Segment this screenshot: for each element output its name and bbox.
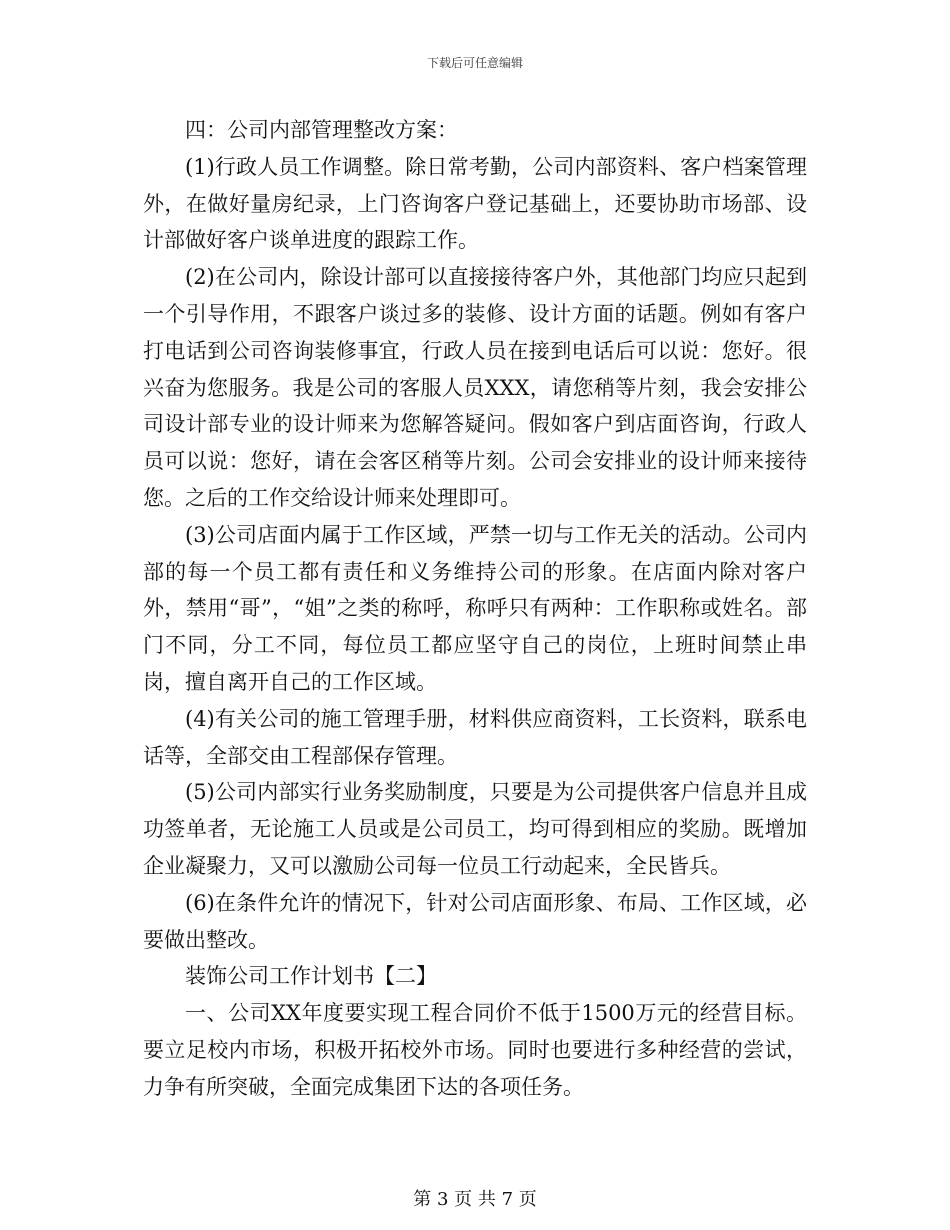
document-body [143, 112, 807, 1106]
paragraph-plan-goal-1: 一、公司XX年度要实现工程合同价不低于1500万元的经营目标。要立足校内市场，积极开拓校外市场。同时也要进行多种经营的尝试，力争有所突破，全面完成集团下达的各项任务。 [143, 1001, 807, 1099]
section-heading-internal-management: 四：公司内部管理整改方案： [185, 118, 458, 142]
section-heading-plan-two: 装饰公司工作计划书【二】 [185, 964, 437, 989]
paragraph-item-3: (3)公司店面内属于工作区域，严禁一切与工作无关的活动。公司内部的每一个员工都有责任和义务维持公司的形象。在店面内除对客户外，禁用“哥”，“姐”之类的称呼，称呼只有两种：工作职称或姓名。部门不同，分工不同，每位员工都应坚守自己的岗位，上班时间禁止串岗，擅自离开自己的工作区域。 [143, 522, 807, 694]
page-header-note: 下载后可任意编辑 [426, 56, 523, 70]
paragraph-item-1: (1)行政人员工作调整。除日常考勤，公司内部资料、客户档案管理外，在做好量房纪录，上门咨询客户登记基础上，还要协助市场部、设计部做好客户谈单进度的跟踪工作。 [143, 154, 807, 253]
paragraph-item-2: (2)在公司内，除设计部可以直接接待客户外，其他部门均应只起到一个引导作用，不跟客户谈过多的装修、设计方面的话题。例如有客户打电话到公司咨询装修事宜，行政人员在接到电话后可以说：您好。很兴奋为您服务。我是公司的客服人员XXX，请您稍等片刻，我会安排公司设计部专业的设计师来为您解答疑问。假如客户到店面咨询，行政人员可以说：您好，请在会客区稍等片刻。公司会安排业的设计师来接待您。之后的工作交给设计师来处理即可。 [143, 265, 807, 510]
paragraph-item-5: (5)公司内部实行业务奖励制度，只要是为公司提供客户信息并且成功签单者，无论施工人员或是公司员工，均可得到相应的奖励。既增加企业凝聚力，又可以激励公司每一位员工行动起来，全民皆兵。 [143, 780, 807, 878]
paragraph-item-6: (6)在条件允许的情况下，针对公司店面形象、布局、工作区域，必要做出整改。 [143, 890, 807, 952]
paragraph-item-4: (4)有关公司的施工管理手册，材料供应商资料，工长资料，联系电话等，全部交由工程部保存管理。 [143, 706, 807, 768]
page-number-footer: 第 3 页 共 7 页 [413, 1189, 537, 1210]
